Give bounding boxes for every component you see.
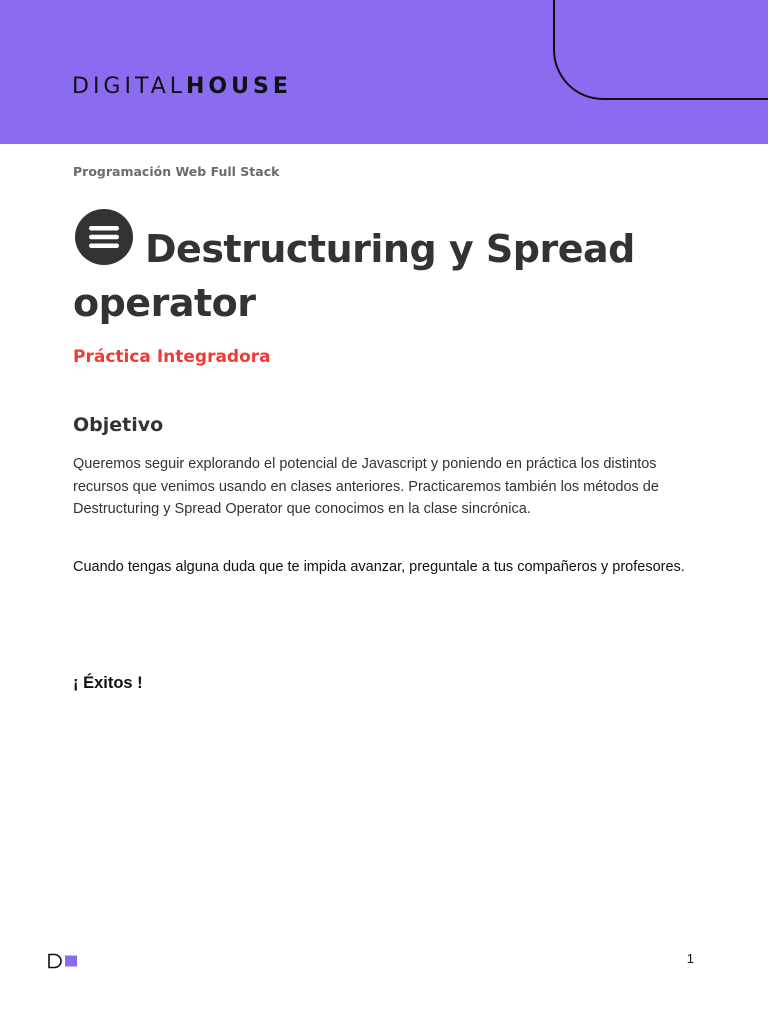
decorative-curve — [553, 0, 768, 100]
objective-paragraph: Queremos seguir explorando el potencial de Javascript y poniendo en práctica los distintos recursos que venimos usando en clases anteriores. Practicaremos también los métodos de Destructuring y Spread Operator que conocimos en la clase sincrónica. — [73, 456, 659, 517]
page-header — [0, 0, 768, 144]
logo-light-text: DIGITAL — [72, 74, 187, 99]
page-number: 1 — [686, 951, 694, 966]
digitalhouse-logo — [72, 72, 292, 102]
help-paragraph: Cuando tengas alguna duda que te impida avanzar, preguntale a tus compañeros y profesores. — [73, 559, 685, 575]
document-subtitle: Práctica Integradora — [73, 347, 271, 367]
logo-bold-text: HOUSE — [186, 74, 292, 99]
course-name: Programación Web Full Stack — [73, 164, 280, 179]
closing-text: ¡ Éxitos ! — [73, 674, 143, 692]
document-title: Destructuring y Spread operator — [73, 227, 635, 325]
dh-monogram-icon — [47, 952, 79, 970]
section-heading-objetivo: Objetivo — [73, 414, 164, 436]
